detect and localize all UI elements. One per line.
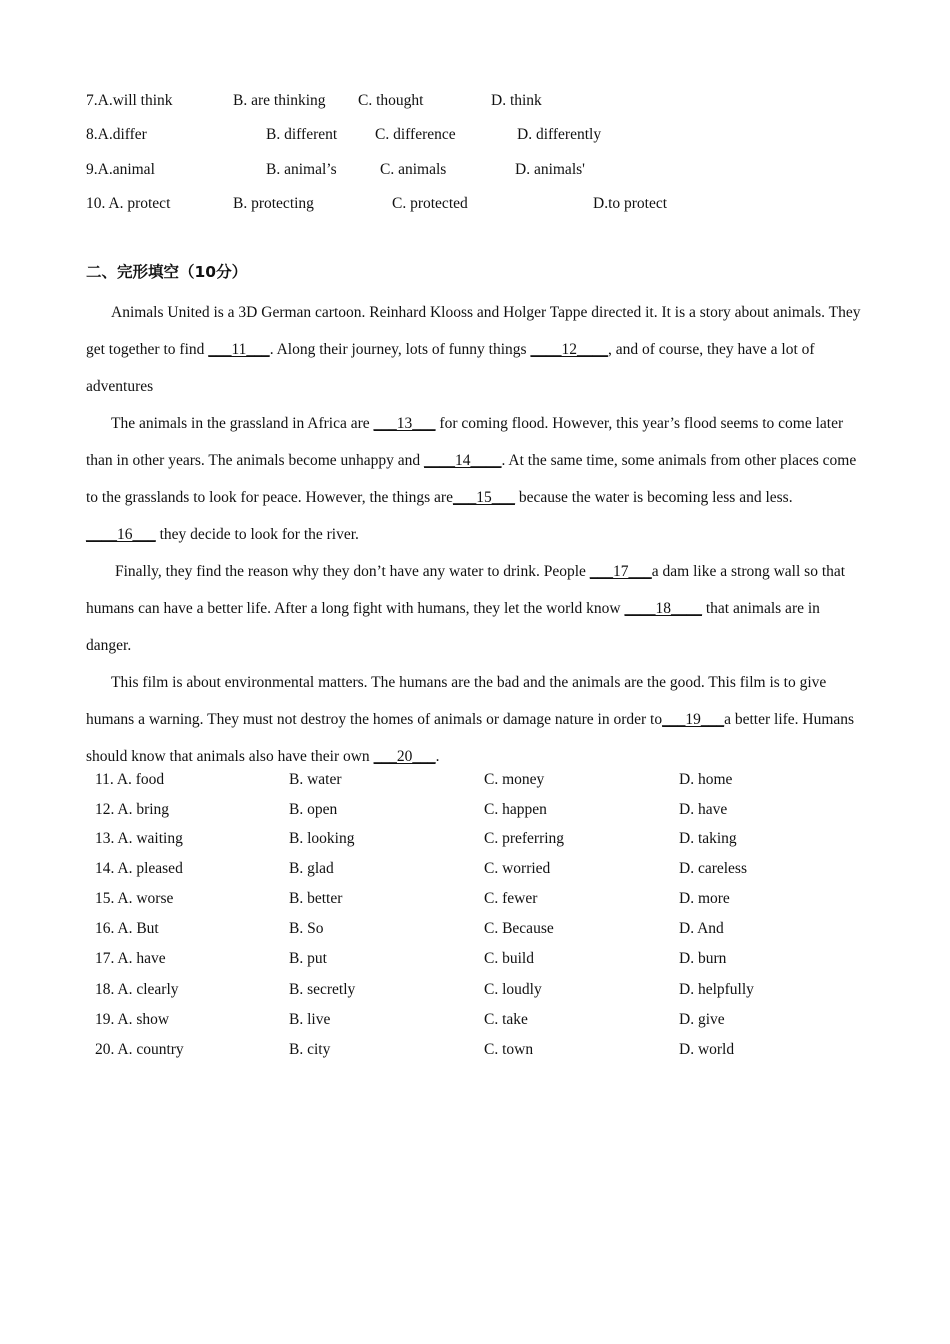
question-row-12 (0, 797, 950, 823)
option-b: B. secretly (289, 981, 356, 998)
text: a dam like a strong wall so that humans can have a better life. After a long fight with humans, they let the world know (86, 563, 846, 617)
option-row-10 (0, 192, 950, 216)
question-row-18 (0, 977, 950, 1003)
option-d: D. have (679, 801, 728, 818)
option-10-b: B. protecting (233, 195, 314, 212)
option-row-9 (0, 158, 950, 182)
blank-15: ___15___ (452, 489, 515, 506)
option-9-c: C. animals (380, 161, 447, 178)
option-b: B. So (289, 920, 324, 937)
blank-16: ____16___ (86, 526, 156, 543)
question-row-16 (0, 916, 950, 942)
option-d: D. careless (679, 860, 747, 877)
option-a: 12. A. bring (95, 801, 170, 818)
text: , and of course, they have a lot of adventures (86, 341, 815, 395)
paragraph-4 (86, 664, 861, 775)
question-row-14 (0, 856, 950, 882)
blank-20: ___20___ (373, 748, 436, 765)
option-c: C. money (484, 771, 545, 788)
option-c: C. Because (484, 920, 554, 937)
option-d: D. world (679, 1041, 735, 1058)
option-d: D. helpfully (679, 981, 754, 998)
cloze-passage (86, 294, 861, 775)
option-7-b: B. are thinking (233, 92, 326, 109)
option-c: C. build (484, 950, 534, 967)
option-d: D. more (679, 890, 730, 907)
option-b: B. city (289, 1041, 331, 1058)
option-c: C. preferring (484, 830, 565, 847)
option-b: B. live (289, 1011, 331, 1028)
option-10-c: C. protected (392, 195, 468, 212)
option-b: B. put (289, 950, 327, 967)
text: Finally, they find the reason why they don’t have any water to drink. People (115, 563, 590, 580)
question-row-13 (0, 826, 950, 852)
option-a: 11. A. food (95, 771, 165, 788)
option-a: 16. A. But (95, 920, 159, 937)
blank-11: ___11___ (208, 341, 270, 358)
question-row-15 (0, 886, 950, 912)
option-9-b: B. animal’s (266, 161, 337, 178)
option-d: D. burn (679, 950, 727, 967)
blank-13: ___13___ (373, 415, 436, 432)
option-a: 14. A. pleased (95, 860, 183, 877)
text: a better life. Humans should know that animals also have their own (86, 711, 855, 765)
option-7-a: 7.A.will think (86, 92, 173, 109)
text: because the water is becoming less and less. (514, 489, 793, 506)
option-d: D. give (679, 1011, 725, 1028)
option-b: B. open (289, 801, 338, 818)
blank-17: ___17___ (589, 563, 652, 580)
text: . (435, 748, 440, 765)
option-c: C. worried (484, 860, 551, 877)
blank-14: ____14____ (424, 452, 502, 469)
option-d: D. home (679, 771, 733, 788)
option-8-c: C. difference (375, 126, 456, 143)
option-row-7 (0, 89, 950, 113)
question-row-20 (0, 1037, 950, 1063)
text: for coming flood. However, this year’s flood seems to come later than in other years. The animals become unhappy and (86, 415, 844, 469)
option-8-d: D. differently (517, 126, 602, 143)
text: that animals are in danger. (86, 600, 820, 654)
option-b: B. glad (289, 860, 334, 877)
option-c: C. happen (484, 801, 547, 818)
option-a: 18. A. clearly (95, 981, 179, 998)
option-b: B. better (289, 890, 343, 907)
option-b: B. looking (289, 830, 355, 847)
paragraph-3 (86, 553, 861, 664)
option-9-d: D. animals' (515, 161, 585, 178)
question-row-11 (0, 767, 950, 793)
option-7-d: D. think (491, 92, 542, 109)
text: . Along their journey, lots of funny things (269, 341, 531, 358)
text: . At the same time, some animals from other places come to the grasslands to look for peace. However, the things are (86, 452, 857, 506)
text: they decide to look for the river. (155, 526, 359, 543)
blank-12: ____12____ (530, 341, 608, 358)
option-7-c: C. thought (358, 92, 424, 109)
question-row-19 (0, 1007, 950, 1033)
option-a: 17. A. have (95, 950, 166, 967)
option-c: C. loudly (484, 981, 542, 998)
section-heading: 二、完形填空（10分） (86, 263, 248, 281)
blank-18: ____18____ (624, 600, 702, 617)
option-c: C. town (484, 1041, 534, 1058)
option-d: D. taking (679, 830, 737, 847)
text: This film is about environmental matters. The humans are the bad and the animals are the good. This film is to give humans a warning. They must not destroy the homes of animals or damage nature in order to (86, 674, 827, 728)
option-a: 19. A. show (95, 1011, 170, 1028)
paragraph-1 (86, 294, 861, 405)
option-c: C. fewer (484, 890, 538, 907)
option-d: D. And (679, 920, 724, 937)
text: Animals United is a 3D German cartoon. Reinhard Klooss and Holger Tappe directed it. It is a story about animals. They get together to find (86, 304, 861, 358)
option-a: 13. A. waiting (95, 830, 183, 847)
option-c: C. take (484, 1011, 528, 1028)
text: The animals in the grassland in Africa are (111, 415, 374, 432)
option-9-a: 9.A.animal (86, 161, 155, 178)
option-8-a: 8.A.differ (86, 126, 147, 143)
option-a: 20. A. country (95, 1041, 184, 1058)
option-10-d: D.to protect (593, 195, 668, 212)
question-row-17 (0, 946, 950, 972)
paragraph-2 (86, 405, 861, 553)
option-8-b: B. different (266, 126, 338, 143)
option-b: B. water (289, 771, 342, 788)
option-row-8 (0, 123, 950, 147)
blank-19: ___19___ (662, 711, 725, 728)
option-10-a: 10. A. protect (86, 195, 171, 212)
option-a: 15. A. worse (95, 890, 174, 907)
